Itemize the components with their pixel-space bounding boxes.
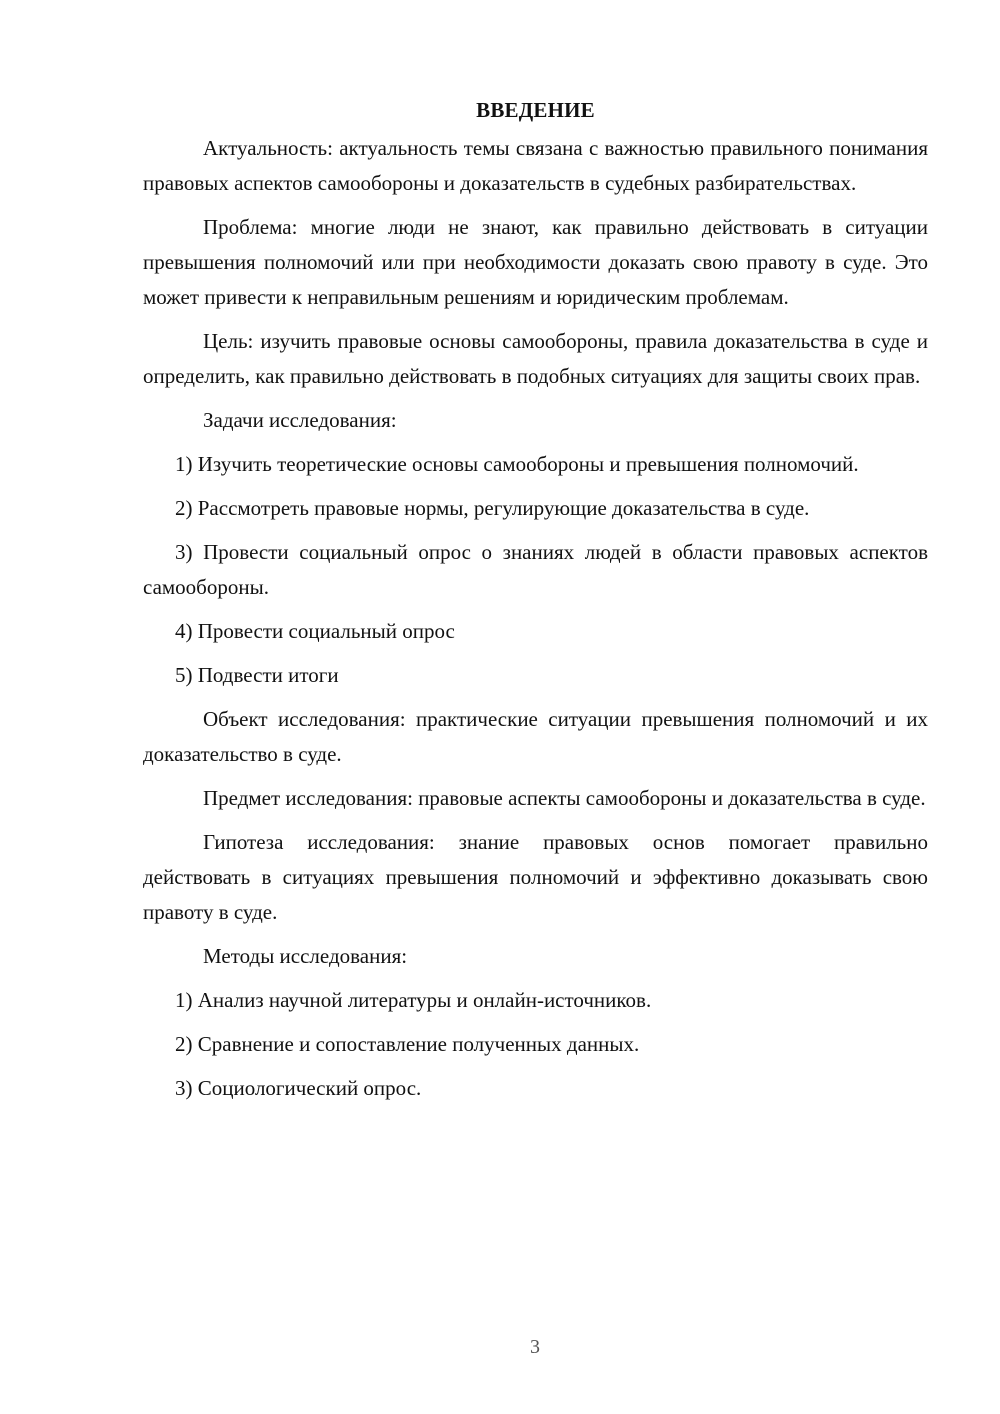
task-item: 4) Провести социальный опрос: [175, 619, 455, 643]
object-paragraph: Объект исследования: практические ситуации превышения полномочий и их доказательство в суде.: [143, 707, 928, 766]
task-item: 3) Провести социальный опрос о знаниях людей в области правовых аспектов самообороны.: [143, 540, 928, 599]
method-item: 3) Социологический опрос.: [175, 1076, 422, 1100]
relevance-paragraph: Актуальность: актуальность темы связана с важностью правильного понимания правовых аспектов самообороны и доказательств в судебных разбирательствах.: [143, 136, 928, 195]
methods-heading: Методы исследования:: [203, 944, 408, 968]
method-item: 1) Анализ научной литературы и онлайн-источников.: [175, 988, 652, 1012]
task-item: 2) Рассмотреть правовые нормы, регулирующие доказательства в суде.: [175, 496, 810, 520]
page-content: [143, 95, 928, 1106]
problem-paragraph: Проблема: многие люди не знают, как правильно действовать в ситуации превышения полномочий или при необходимости доказать свою правоту в суде. Это может привести к неправильным решениям и юридическим проблемам.: [143, 215, 928, 309]
page-number: 3: [530, 1336, 540, 1358]
task-item: 1) Изучить теоретические основы самообороны и превышения полномочий.: [175, 452, 859, 476]
task-item: 5) Подвести итоги: [175, 663, 339, 687]
subject-paragraph: Предмет исследования: правовые аспекты самообороны и доказательства в суде.: [203, 786, 926, 810]
tasks-heading: Задачи исследования:: [203, 408, 397, 432]
page-title: ВВЕДЕНИЕ: [476, 98, 595, 122]
goal-paragraph: Цель: изучить правовые основы самообороны, правила доказательства в суде и определить, как правильно действовать в подобных ситуациях для защиты своих прав.: [143, 329, 928, 388]
hypothesis-paragraph: Гипотеза исследования: знание правовых основ помогает правильно действовать в ситуациях превышения полномочий и эффективно доказывать свою правоту в суде.: [143, 830, 928, 924]
method-item: 2) Сравнение и сопоставление полученных данных.: [175, 1032, 640, 1056]
